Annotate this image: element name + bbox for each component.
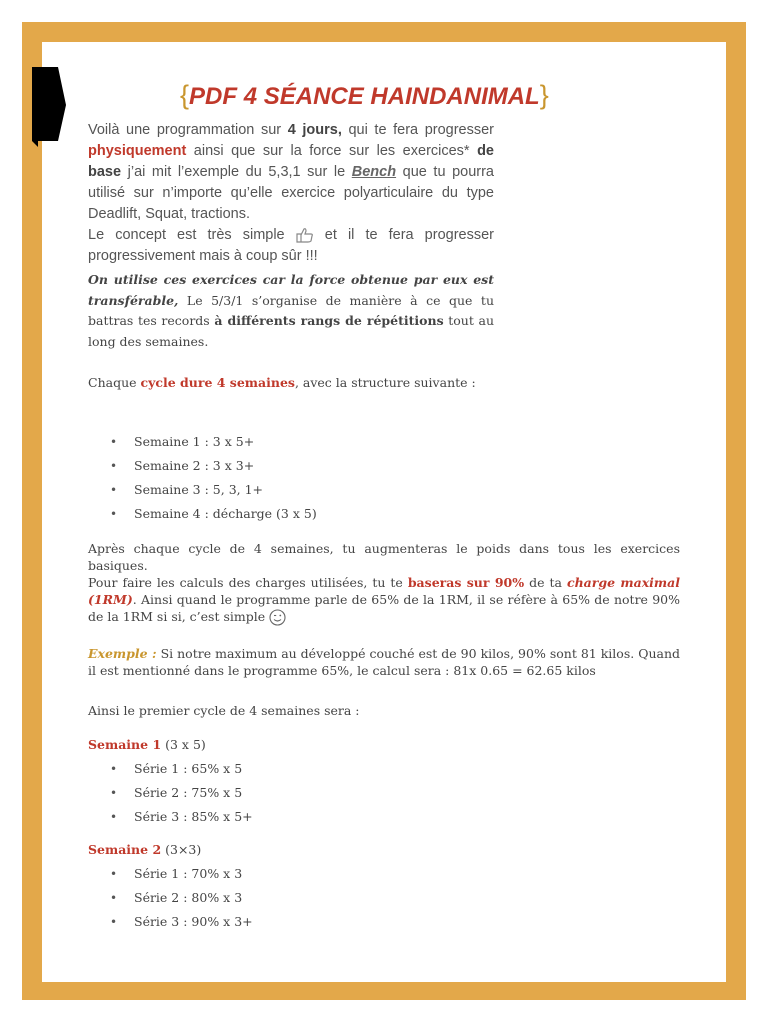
semaine2-heading bbox=[88, 842, 201, 857]
transfer-bold: On utilise ces exercices car la force obtenue par eux est transférable, bbox=[88, 272, 494, 308]
black-arrow-tab bbox=[32, 67, 66, 147]
list-item: • Semaine 1 : 3 x 5+ bbox=[110, 430, 317, 454]
list-item: • Semaine 3 : 5, 3, 1+ bbox=[110, 478, 317, 502]
list-item: • Semaine 4 : décharge (3 x 5) bbox=[110, 502, 317, 526]
intro-text: j’ai mit l’exemple du 5,3,1 sur le bbox=[121, 164, 352, 180]
transfer-paragraph bbox=[88, 270, 494, 352]
semaine1-label: Semaine 1 bbox=[88, 737, 162, 752]
list-item: • Série 3 : 90% x 3+ bbox=[110, 910, 253, 934]
semaine2-sets bbox=[110, 862, 253, 934]
first-cycle-line: Ainsi le premier cycle de 4 semaines sera : bbox=[88, 703, 360, 718]
example-label: Exemple : bbox=[88, 646, 157, 661]
cycle-text: , avec la structure suivante : bbox=[294, 375, 476, 390]
intro-bench: Bench bbox=[351, 164, 397, 180]
calc-1rm: charge maximal (1RM) bbox=[88, 575, 680, 607]
example-paragraph bbox=[88, 645, 680, 679]
transfer-rangs: à différents rangs de répétitions bbox=[214, 313, 444, 328]
thumbs-up-icon bbox=[296, 227, 314, 243]
semaine2-scheme: (3×3) bbox=[161, 842, 202, 857]
semaine2-label: Semaine 2 bbox=[88, 842, 162, 857]
intro-text: que tu pourra utilisé sur n’importe qu’elle exercice polyarticulaire du type Deadlift, Squat, tractions. bbox=[88, 164, 494, 222]
after-cycle-text: Après chaque cycle de 4 semaines, tu augmenteras le poids dans tous les exercices basiques. bbox=[88, 541, 680, 573]
calc-90: baseras sur 90% bbox=[407, 575, 525, 590]
list-item: • Série 3 : 85% x 5+ bbox=[110, 805, 253, 829]
semaine1-scheme: (3 x 5) bbox=[161, 737, 206, 752]
calc-text: de ta bbox=[524, 575, 567, 590]
cycle-line bbox=[88, 375, 476, 390]
list-item: • Série 1 : 70% x 3 bbox=[110, 862, 253, 886]
page-title bbox=[180, 80, 640, 111]
intro-physically: physiquement bbox=[88, 143, 187, 159]
cycle-text: Chaque bbox=[88, 375, 141, 390]
intro-base: de base bbox=[88, 143, 494, 180]
list-item: • Semaine 2 : 3 x 3+ bbox=[110, 454, 317, 478]
title-open-brace: { bbox=[180, 80, 190, 110]
example-text: Si notre maximum au développé couché est de 90 kilos, 90% sont 81 kilos. Quand il est mentionné dans le programme 65%, le calcul sera : 81x 0.65 = 62.65 kilos bbox=[88, 646, 680, 678]
list-item: • Série 1 : 65% x 5 bbox=[110, 757, 253, 781]
transfer-text: Le 5/3/1 s’organise de manière à ce que tu battras tes records bbox=[88, 292, 494, 328]
intro-text: qui te fera progresser bbox=[341, 122, 495, 138]
list-item: • Série 2 : 75% x 5 bbox=[110, 781, 253, 805]
title-close-brace: } bbox=[539, 80, 549, 110]
semaine1-heading bbox=[88, 737, 206, 752]
intro-text: Voilà une programmation sur bbox=[88, 122, 288, 138]
intro-paragraph bbox=[88, 120, 494, 267]
intro-concept: Le concept est très simple bbox=[88, 227, 296, 243]
cycle-duration: cycle dure 4 semaines bbox=[140, 375, 295, 390]
title-text: PDF 4 SÉANCE HAINDANIMAL bbox=[189, 83, 540, 110]
wink-smiley-icon bbox=[269, 609, 286, 626]
intro-progress: et il te fera progresser progressivement mais à coup sûr !!! bbox=[88, 227, 494, 264]
intro-days: 4 jours, bbox=[287, 122, 342, 138]
transfer-text: tout au long des semaines. bbox=[88, 313, 494, 349]
semaine1-sets bbox=[110, 757, 253, 829]
list-item: • Série 2 : 80% x 3 bbox=[110, 886, 253, 910]
intro-text: ainsi que sur la force sur les exercices* bbox=[186, 143, 478, 159]
weeks-list bbox=[110, 430, 317, 526]
after-cycle-paragraph bbox=[88, 540, 680, 626]
calc-text: Pour faire les calculs des charges utilisées, tu te bbox=[88, 575, 408, 590]
calc-text: . Ainsi quand le programme parle de 65% de la 1RM, il se réfère à 65% de notre 90% de la 1RM si si, c’est simple bbox=[88, 592, 680, 624]
